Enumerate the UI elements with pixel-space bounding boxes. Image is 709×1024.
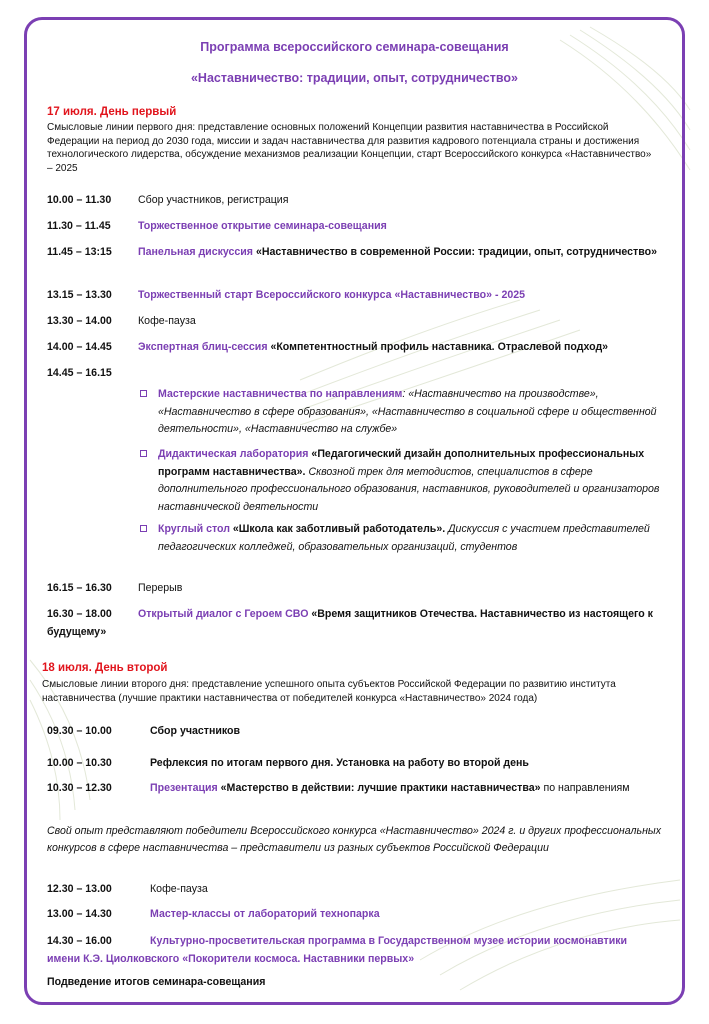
event-highlight: Открытый диалог с Героем СВО (138, 608, 309, 620)
session-highlight: Дидактическая лаборатория (158, 448, 309, 460)
schedule-row (47, 364, 659, 382)
schedule-row (47, 191, 659, 209)
session-highlight: Круглый стол (158, 523, 230, 535)
checkbox-bullet-icon (140, 390, 147, 397)
session-title: «Школа как заботливый работодатель». (229, 523, 446, 535)
schedule-row (47, 880, 659, 898)
session-details: Дискуссия с участием представителей педагогических колледжей, образовательных организаций, студентов (158, 523, 650, 553)
time-slot: 13.15 – 13.30 (47, 289, 112, 301)
parallel-session (140, 446, 660, 516)
time-slot: 10.00 – 11.30 (47, 194, 112, 206)
event-text: Кофе-пауза (138, 315, 196, 327)
event-title: «Наставничество в современной России: традиции, опыт, сотрудничество» (253, 246, 657, 258)
time-slot: 13.30 – 14.00 (47, 315, 112, 327)
event-text: Перерыв (138, 582, 183, 594)
schedule-row (47, 217, 659, 235)
seminar-name: «Наставничество: традиции, опыт, сотрудничество» (190, 71, 518, 85)
event-highlight: Экспертная блиц-сессия (138, 341, 268, 353)
day1-title: 17 июля. День первый (47, 106, 177, 118)
day2-title: 18 июля. День второй (42, 662, 168, 674)
schedule-row (47, 605, 659, 641)
time-slot: 14.45 – 16.15 (47, 367, 112, 379)
event-highlight: Торжественный старт Всероссийского конкурса «Наставничество» - 2025 (138, 289, 526, 301)
event-title: «Компетентностный профиль наставника. Отраслевой подход» (267, 341, 609, 353)
event-text: Кофе-пауза (150, 883, 208, 895)
session-title: «Педагогический дизайн дополнительных профессиональных программ наставничества». (158, 448, 645, 478)
time-slot: 16.30 – 18.00 (47, 608, 112, 620)
parallel-session (140, 386, 660, 439)
checkbox-bullet-icon (140, 525, 147, 532)
time-slot: 10.00 – 10.30 (47, 757, 112, 769)
time-slot: 09.30 – 10.00 (47, 725, 112, 737)
event-highlight: Презентация (150, 782, 218, 794)
event-text: Сбор участников, регистрация (138, 194, 289, 206)
time-slot: 13.00 – 14.30 (47, 908, 112, 920)
program-title: Программа всероссийского семинара-совещания (200, 40, 509, 54)
schedule-row (47, 932, 659, 968)
schedule-row (47, 779, 659, 797)
event-highlight: Мастер-классы от лабораторий технопарка (150, 908, 380, 920)
event-highlight: Культурно-просветительская программа в Государственном музее истории космонавтики имени К.Э. Циолковского «Покорители космоса. Наставники первых» (47, 935, 628, 965)
time-slot: 11.30 – 11.45 (47, 220, 111, 232)
parallel-session (140, 521, 660, 556)
time-slot: 14.30 – 16.00 (47, 935, 112, 947)
day2-description: Смысловые линии второго дня: представление успешного опыта субъектов Российской Федерации по развитию института наставничества (лучшие практики наставничества от победителей конкурса «Наставничество» 2024 года) (42, 679, 616, 704)
event-highlight: Панельная дискуссия (138, 246, 253, 258)
schedule-row (47, 312, 659, 330)
session-details: : «Наставничество на производстве», «Наставничество в сфере образования», «Наставничество в социальной сфере и общественной деятельности», «Наставничество на службе» (158, 388, 657, 435)
schedule-row (47, 722, 659, 740)
session-details: Сквозной трек для методистов, специалистов в сфере дополнительного профессионального образования, наставников, руководителей и организаторов наставнической деятельности (158, 465, 660, 513)
event-title: Рефлексия по итогам первого дня. Установка на работу во второй день (150, 757, 529, 769)
time-slot: 16.15 – 16.30 (47, 582, 112, 594)
event-title: Сбор участников (150, 725, 241, 737)
event-highlight: Торжественное открытие семинара-совещания (138, 220, 387, 232)
presenters-note: Свой опыт представляют победители Всероссийского конкурса «Наставничество» 2024 г. и других профессиональных конкурсов в сфере наставничества – представители из разных субъектов Российской Федерации (47, 825, 662, 854)
event-title: «Мастерство в действии: лучшие практики наставничества» (217, 782, 541, 794)
schedule-row (47, 338, 659, 356)
schedule-row (47, 754, 659, 772)
day1-description: Смысловые линии первого дня: представление основных положений Концепции развития наставничества в Российской Федерации на период до 2030 года, миссии и задач наставничества для развития кадрового потенциала страны и достижения технологического лидерства, обсуждение механизмов реализации Концепции, старт Всероссийского конкурса «Наставничество» – 2025 (47, 122, 652, 174)
schedule-row (47, 579, 659, 597)
checkbox-bullet-icon (140, 450, 147, 457)
schedule-row (47, 286, 659, 304)
schedule-row (47, 905, 659, 923)
session-highlight: Мастерские наставничества по направлениям (158, 388, 403, 400)
closing-line: Подведение итогов семинара-совещания (47, 976, 266, 988)
time-slot: 11.45 – 13:15 (47, 246, 112, 258)
time-slot: 14.00 – 14.45 (47, 341, 112, 353)
time-slot: 12.30 – 13.00 (47, 883, 112, 895)
schedule-row (47, 243, 659, 261)
event-title: «Время защитников Отечества. Наставничество из настоящего к будущему» (47, 608, 653, 638)
event-text: по направлениям (540, 782, 630, 794)
time-slot: 10.30 – 12.30 (47, 782, 112, 794)
